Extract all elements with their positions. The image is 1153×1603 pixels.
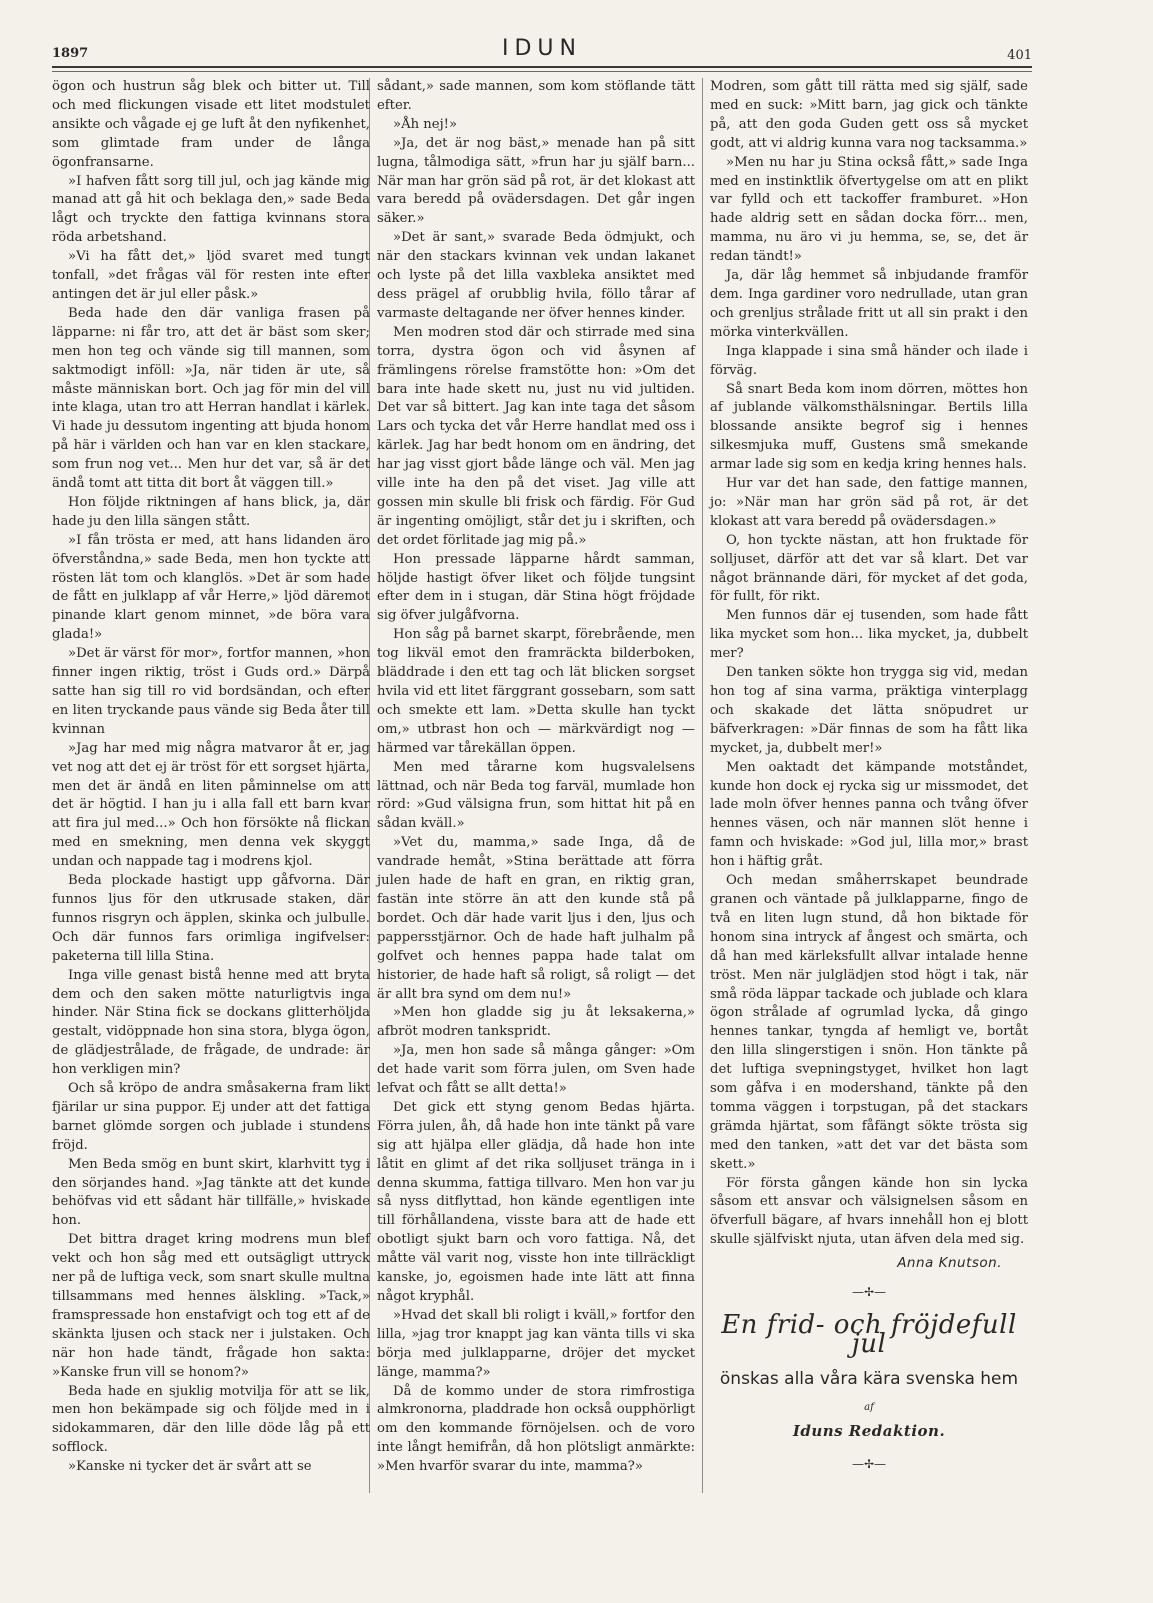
ornament-divider: —✢— [851,1456,887,1471]
article-paragraph: »Det är värst för mor», fortfor mannen, »hon finner ingen riktig, tröst i Guds ord.» Därpå satte han sig till ro vid bordsändan, och efter en liten tryckande paus vände sig Beda åter till kvinnan [52,646,370,737]
page-header [52,36,1032,68]
article-paragraph: Men oaktadt det kämpande motståndet, kunde hon dock ej rycka sig ur missmodet, det lade moln öfver hennes panna och tvång öfver hennes väsen, och när mannen slöt henne i famn och hviskade: »God jul, lilla mor,» brast hon i häftig gråt. [710,759,1028,870]
article-paragraph: Det bittra draget kring modrens mun blef vekt och hon såg med ett outsägligt uttryck ner på de luftiga veck, som snart skulle multna tillsammans med hennes älskling. »Tack,» framspressade hon enstafvigt och tog ett af de skänkta ljusen och stack ner i julstaken. Och när hon hade tändt, frågade hon sakta: »Kanske frun vill se honom?» [52,1232,370,1380]
article-paragraph: sådant,» sade mannen, som kom stöflande tätt efter. [377,79,695,113]
article-paragraph: Det gick ett styng genom Bedas hjärta. Förra julen, åh, då hade hon inte tänkt på vare sig att hjälpa eller glädja, då hade hon inte låtit en glimt af det rika solljuset tränga in i denna skumma, fattiga tillvaro. Men hon var ju så nyss ditflyttad, hon kände egentligen inte till förhållandena, visste bara att de hade ett obotligt sjukt barn och voro fattiga. Nå, det måtte väl varit nog, visste hon inte tillräckligt kanske, jo, egoismen hade inte lätt att finna något kryphål. [377,1099,695,1304]
article-paragraph: Beda plockade hastigt upp gåfvorna. Där funnos ljus för den utkrusade staken, där funnos risgryn och äpplen, skinka och julbulle. Och där funnos fars orimliga ingifvelser: paketerna till lilla Stina. [52,873,370,964]
article-paragraph: Hon pressade läpparne hårdt samman, höljde hastigt öfver liket och följde tungsint efter dem in i stugan, där Stina högt fröjdade sig öfver julgåfvorna. [377,551,695,624]
header-year: 1897 [52,46,89,61]
greeting-sender: Iduns Redaktion. [792,1421,946,1440]
christmas-greeting [710,1310,1028,1473]
article-paragraph: Hon såg på barnet skarpt, förebrående, men tog likväl emot den framräckta bilderboken, bläddrade i den ett tag och lät blicken sorgset hvila vid ett litet färggrant gossebarn, som satt och smekte ett lam. »Detta skulle han tyckt om,» utbrast hon och — märkvärdigt nog — härmed var tårekällan öppen. [377,627,695,756]
article-paragraph: »Ja, men hon sade så många gånger: »Om det hade varit som förra julen, om Sven hade lefvat och fått se allt detta!» [377,1043,695,1097]
article-paragraph: »Jag har med mig några matvaror åt er, jag vet nog att det ej är tröst för ett sorgset hjärta, men det är ändå en liten påminnelse om att det är högtid. I han ju i alla fall ett barn kvar att fira jul med...» Och hon försökte nå flickan med en smekning, men denna vek skyggt undan och nappade tag i modrens kjol. [52,740,370,870]
article-paragraph: »I hafven fått sorg till jul, och jag kände mig manad att gå hit och beklaga den,» sade Beda lågt och tryckte den fattiga kvinnans stora röda arbetshand. [52,173,370,246]
masthead-title: IDUN [502,36,582,61]
greeting-subline: önskas alla våra kära svenska hem [719,1368,1019,1389]
column-3 [710,78,1028,1473]
column-1 [52,78,370,1477]
article-paragraph: »Vi ha fått det,» ljöd svaret med tungt tonfall, »det frågas väl för resten inte efter antingen det är jul eller påsk.» [52,249,370,302]
article-paragraph: Beda hade en sjuklig motvilja för att se lik, men hon bekämpade sig och följde med in i sidokammaren, där den lille döde låg på ett sofflock. [52,1383,370,1456]
article-paragraph: ögon och hustrun såg blek och bitter ut. Till och med flickungen visade ett litet modstulet ansikte och vågade ej ge luft åt den nyfikenhet, som glimtade fram under de långa ögonfransarne. [52,79,370,170]
article-paragraph: Men Beda smög en bunt skirt, klarhvitt tyg i den sörjandes hand. »Jag tänkte att det kunde behöfvas vid ett sådant här tillfälle,» hviskade hon. [52,1156,370,1229]
article-paragraph: »Åh nej!» [393,116,458,132]
column-divider [702,78,703,1493]
article-paragraph: »Hvad det skall bli roligt i kväll,» fortfor den lilla, »jag tror knappt jag kan vänta tills vi ska börja med julklapparne, dröjer det mycket länge, mamma?» [377,1307,695,1380]
column-3-text [710,78,1028,1250]
article-paragraph: »Men nu har ju Stina också fått,» sade Inga med en instinktlik öfvertygelse om att en plikt var fylld och ett tackoffer framburet. »Hon hade aldrig sett en sådan docka förr... men, mamma, nu äro vi ju hemma, se, se, det är redan tändt!» [710,154,1028,265]
article-paragraph: Den tanken sökte hon trygga sig vid, medan hon tog af sina varma, präktiga vinterplagg och skakade det lätta snöpudret ur bäfverkragen: »Där finnas de som ha fått lika mycket, ja, dubbelt mer!» [710,665,1028,756]
page-number: 401 [1007,48,1032,63]
article-paragraph: Hur var det han sade, den fattige mannen, jo: »När man har grön säd på rot, är det klokast att vara beredd på ovädersdagen.» [710,476,1028,529]
article-paragraph: Och medan småherrskapet beundrade granen och väntade på julklapparne, fingo de två en liten lugn stund, då hon biktade för honom sina intryck af ångest och smärta, och då han med kärleksfullt allvar intalade henne tröst. Men när julglädjen stod högt i tak, när små röda läppar tackade och jublade och klara ögon strålade af ogrumlad lycka, då gingo hennes tankar, tyngda af hemligt ve, bortåt den lilla slingerstigen i snön. Hon tänkte på det luftiga svepningstyget, hvilket hon lagt som gåfva i en modershand, tänkte på den tomma väggen i torpstugan, på det stackars grämda hjärtat, som fåfängt sökte trösta sig med den tanken, »att det var det bästa som skett.» [710,873,1028,1172]
article-paragraph: Och så kröpo de andra småsakerna fram likt fjärilar ur sina puppor. Ej under att det fattiga barnet glömde sorgen och jublade i stundens fröjd. [52,1081,370,1153]
greeting-from: af [864,1401,874,1413]
greeting-headline: En frid- och fröjdefull jul [721,1310,1017,1359]
article-paragraph: Modren, som gått till rätta med sig själf, sade med en suck: »Mitt barn, jag gick och tänkte på, att den goda Guden gett oss så mycket godt, att vi aldrig kunna vara nog tacksamma.» [710,79,1028,151]
author-signature: Anna Knutson. [897,1255,1002,1272]
article-paragraph: »I fån trösta er med, att hans lidanden äro öfverståndna,» sade Beda, men hon tyckte att rösten lät tom och klanglös. »Det är som hade de fått en julklapp af vår Herre,» ljöd däremot pinande klart genom minnet, »de böra vara glada!» [52,532,370,643]
article-paragraph: Men funnos där ej tusenden, som hade fått lika mycket som hon... lika mycket, ja, dubbelt mer? [710,608,1028,662]
ornament-divider: —✢— [851,1285,887,1300]
article-paragraph: O, hon tyckte nästan, att hon fruktade för solljuset, därför att det var så klart. Det var något brännande däri, för mycket af det goda, för fullt, för rikt. [710,532,1028,605]
article-paragraph: »Vet du, mamma,» sade Inga, då de vandrade hemåt, »Stina berättade att förra julen hade de haft en gran, en riktig gran, fastän inte större än att den kunde stå på bordet. Och där hade varit ljus i den, ljus och pappersstjärnor. Och de hade haft julhalm på golfvet och hennes pappa hade talat om historier, de hade haft så roligt, så roligt — det är allt bra synd om dem nu!» [377,835,695,1002]
article-paragraph: Men modren stod där och stirrade med sina torra, dystra ögon och vid åsynen af främlingens rörelse framstötte hon: »Om det bara inte hade skett nu, just nu vid jultiden. Det var så bittert. Jag kan inte taga det såsom Lars och tycka det vår Herre handlat med oss i kärlek. Jag har bedt honom om en ändring, det har jag visst gjort både länge och väl. Men jag ville inte ha den på det viset. Jag ville att gossen min skulle bli frisk och färdig. För Gud är ingenting omöjligt, står det ju i skriften, och det ordet förlitade jag mig på.» [377,324,695,548]
article-paragraph: Beda hade den där vanliga frasen på läpparne: ni får tro, att det är bäst som sker; men hon teg och vände sig till mannen, som saktmodigt inföll: »Ja, när tiden är ute, så måste människan bort. Och jag för min del vill inte klaga, utan tro att Herran handlat i kärlek. Vi hade ju dessutom ingenting att bjuda honom på här i världen och han var en klen stackare, som frun nog vet... Men hur det var, så är det ändå tomt att titta dit bort åt väggen till.» [52,305,370,492]
article-paragraph: Hon följde riktningen af hans blick, ja, där hade ju den lilla sängen stått. [52,494,370,529]
article-paragraph: »Men hon gladde sig ju åt leksakerna,» afbröt modren tankspridt. [377,1005,695,1040]
article-paragraph: Men med tårarne kom hugsvalelsens lättnad, och när Beda tog farväl, mumlade hon rörd: »Gud välsigna frun, som hittat hit på en sådan kväll.» [377,759,695,832]
article-paragraph: För första gången kände hon sin lycka såsom ett ansvar och välsignelsen såsom en öfverfull bägare, af hvars innehåll hon ej blott skulle själfviskt njuta, utan äfven dela med sig. [710,1175,1028,1248]
article-paragraph: Ja, där låg hemmet så inbjudande framför dem. Inga gardiner voro nedrullade, utan gran och grenljus strålade fritt ut all sin prakt i den mörka vinterkvällen. [710,268,1028,340]
article-paragraph: Inga klappade i sina små händer och ilade i förväg. [710,343,1028,378]
header-rule [52,71,1032,72]
article-paragraph: Då de kommo under de stora rimfrostiga almkronorna, pladdrade hon också oupphörligt om den kommande förnöjelsen. och de voro inte långt hemifrån, då hon plötsligt anmärkte: »Men hvarför svarar du inte, mamma?» [377,1383,695,1475]
article-paragraph: »Det är sant,» svarade Beda ödmjukt, och när den stackars kvinnan vek undan lakanet och lyste på det lilla vaxbleka ansiktet med dess prägel af orubblig hvila, föllo tårar af varmaste deltagande ner öfver hennes kinder. [377,230,695,321]
article-paragraph: »Ja, det är nog bäst,» menade han på sitt lugna, tålmodiga sätt, »frun har ju själf barn... När man har grön säd på rot, är det klokast att vara beredd på ovädersdagen. Det går ingen säker.» [377,135,695,227]
article-paragraph: Inga ville genast bistå henne med att bryta dem och den saken mötte naturligtvis inga hinder. När Stina fick se dockans glitterhöljda gestalt, vidöppnade hon sina stora, blyga ögon, de glädjestrålade, de frågade, de undrade: är hon verkligen min? [52,967,370,1078]
article-paragraph: Så snart Beda kom inom dörren, möttes hon af jublande välkomsthälsningar. Bertils lilla blossande ansikte begrof sig i hennes silkesmjuka muff, Gustens små smekande armar lade sig som en kedja kring hennes hals. [710,381,1028,473]
column-2 [377,78,695,1477]
article-paragraph: »Kanske ni tycker det är svårt att se [68,1459,312,1475]
